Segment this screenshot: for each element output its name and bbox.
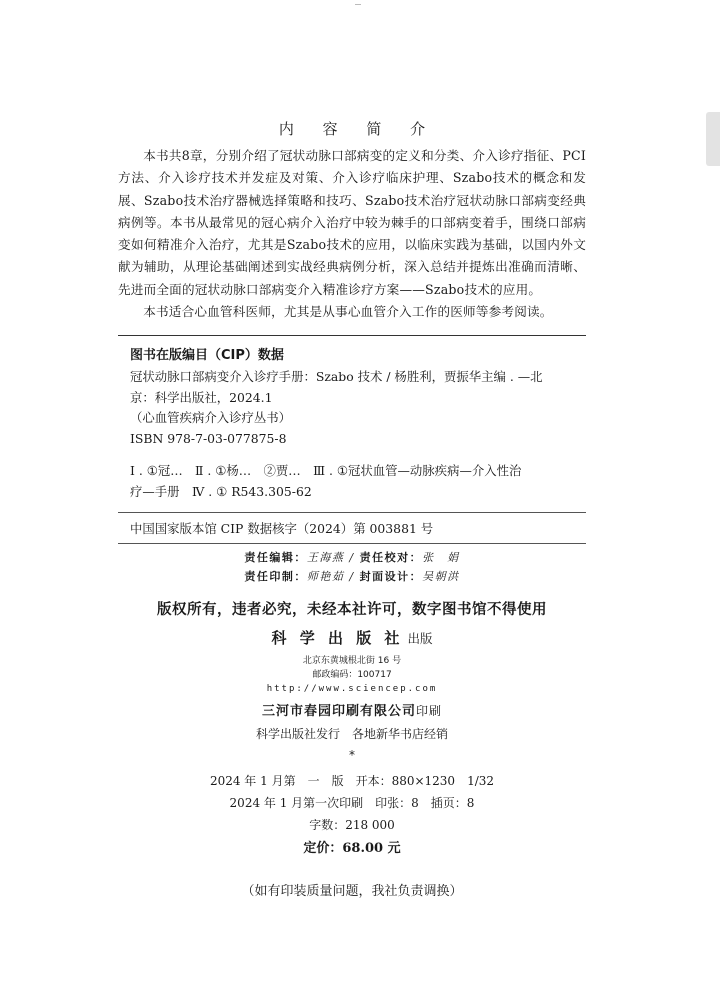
distribution-info: 科学出版社发行 各地新华书店经销 [255, 727, 448, 742]
cip-series-line: （心血管疾病介入诊疗丛书） [130, 410, 292, 426]
cip-classification-line: Ⅰ . ①冠… Ⅱ . ①杨… ②贾… Ⅲ . ①冠状血管—动脉疾病—介入性治 [130, 463, 522, 479]
cip-block [118, 344, 586, 502]
crop-mark [355, 0, 361, 5]
proofreader-name: 张 娟 [422, 551, 460, 565]
divider-csn [118, 543, 586, 544]
publisher-logo-text: 科 学 出 版 社 [271, 629, 404, 648]
printer-name: 三河市春园印刷有限公司 [261, 704, 416, 720]
publisher-website: http://www.sciencep.com [266, 684, 438, 695]
printing-line: 2024 年 1 月第一次印刷 印张：8 插页：8 [229, 796, 475, 811]
summary-title: 内 容 简 介 [278, 120, 438, 138]
divider-cip [118, 512, 586, 513]
print-manager-label: 责任印制： [244, 570, 307, 584]
editor-label: 责任编辑： [244, 551, 307, 565]
publisher-suffix: 出版 [407, 631, 433, 647]
word-count: 字数：218 000 [309, 818, 395, 833]
publisher-address: 北京东黄城根北街 16 号 [302, 656, 402, 667]
page-content [118, 118, 586, 899]
summary-audience: 本书适合心血管科医师，尤其是从事心血管介入工作的医师等参考阅读。 [143, 304, 553, 320]
proofreader-label: 责任校对： [359, 551, 423, 565]
copyright-statement: 版权所有，违者必究，未经本社许可，数字图书馆不得使用 [157, 602, 547, 619]
cip-publisher-line: 京：科学出版社，2024.1 [130, 389, 273, 405]
edition-specs [118, 770, 586, 860]
publisher-info [118, 627, 586, 762]
cip-record-number: 中国国家版本馆 CIP 数据核字（2024）第 003881 号 [130, 521, 434, 537]
summary-paragraph: 本书共8章，分别介绍了冠状动脉口部病变的定义和分类、介入诊疗指征、PCI方法、介入诊疗技术并发症及对策、介入诊疗临床护理、Szabo技术的概念和发展、Szabo技术治疗器械选择策略和技巧、Szabo技术治疗冠状动脉口部病变经典病例等。本书从最常见的冠心病介入治疗中较为棘手的口部病变着手，围绕口部病变如何精准介入治疗，尤其是Szabo技术的应用，以临床实践为基础，以国内外文献为辅助，从理论基础阐述到实战经典病例分析，深入总结并提炼出准确而清晰、先进而全面的冠状动脉口部病变介入精准诊疗方案——Szabo技术的应用。 [118, 148, 586, 297]
editor-name: 王海燕 [306, 551, 345, 565]
page-edge-tab [706, 112, 720, 166]
price: 定价：68.00 元 [303, 841, 401, 857]
quality-notice: （如有印装质量问题，我社负责调换） [241, 884, 463, 900]
print-manager-name: 师艳茹 [306, 570, 345, 584]
cover-designer-label: 封面设计： [359, 570, 423, 584]
publisher-postcode: 邮政编码：100717 [312, 670, 392, 681]
divider-top [118, 335, 586, 336]
cip-classification-line: 疗—手册 Ⅳ . ① R543.305-62 [130, 483, 312, 499]
content-summary [118, 118, 586, 323]
responsible-staff: 责任编辑：王海燕 / 责任校对：张 娟 责任印制：师艳茹 / 封面设计：吴朝洪 [244, 551, 460, 584]
cip-isbn-line: ISBN 978-7-03-077875-8 [130, 430, 287, 446]
separator-asterisk: * [349, 748, 355, 763]
edition-line: 2024 年 1 月第 一 版 开本：880×1230 1/32 [209, 774, 495, 789]
cip-heading: 图书在版编目（CIP）数据 [130, 348, 284, 364]
printer-suffix: 印刷 [416, 704, 443, 719]
cip-title-line: 冠状动脉口部病变介入诊疗手册：Szabo 技术 / 杨胜利，贾振华主编 . —北 [130, 369, 543, 385]
cover-designer-name: 吴朝洪 [422, 570, 460, 584]
